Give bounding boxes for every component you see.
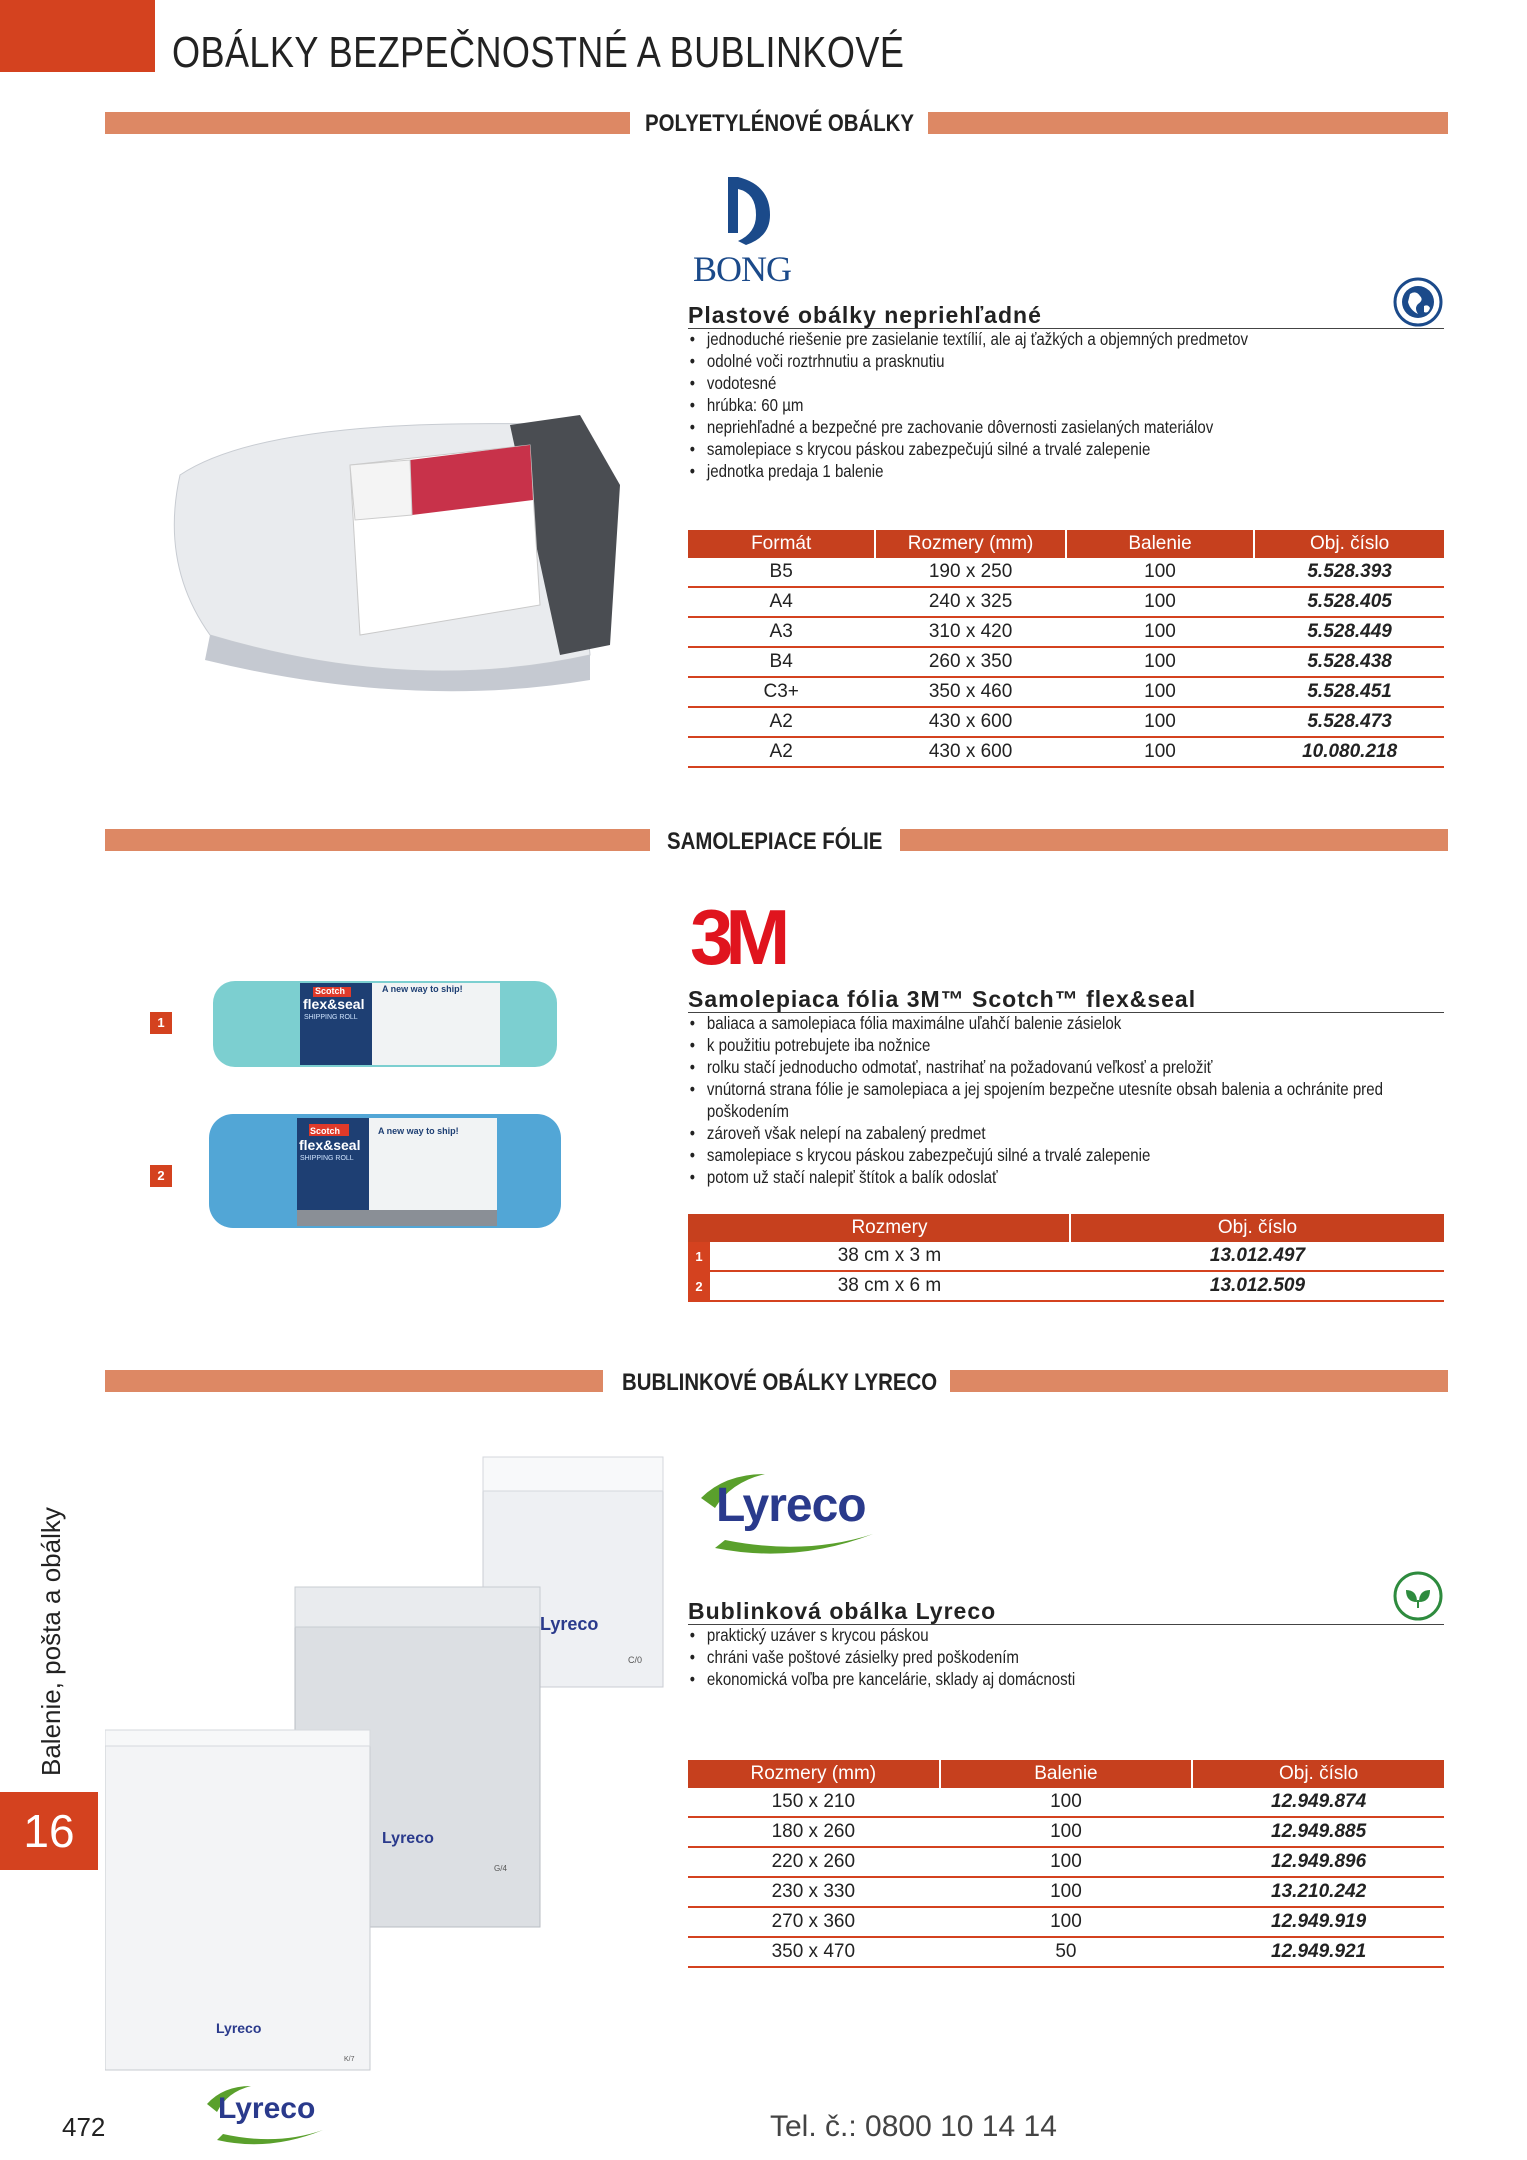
cell-size: 38 cm x 3 m xyxy=(710,1242,1070,1271)
header-accent-block xyxy=(0,0,155,72)
cell-order-number: 5.528.451 xyxy=(1254,677,1444,707)
feature-item: • k použitiu potrebujete iba nožnice xyxy=(688,1034,1447,1056)
table-row xyxy=(688,1817,1444,1847)
cell-order-number: 5.528.473 xyxy=(1254,707,1444,737)
cell-format: B4 xyxy=(688,647,875,677)
bubble-envelopes-image xyxy=(105,1455,665,2075)
feature-item: • odolné voči roztrhnutiu a prasknutiu xyxy=(688,350,1467,372)
roll-brand-label: Scotch xyxy=(315,986,346,996)
section-divider-right xyxy=(900,829,1448,851)
cell-size: 430 x 600 xyxy=(875,737,1066,767)
section-title-bubble: BUBLINKOVÉ OBÁLKY LYRECO xyxy=(622,1369,938,1396)
roll-product-label: flex&seal xyxy=(303,996,365,1012)
table-row xyxy=(688,1242,1444,1271)
feature-item: • rolku stačí jednoducho odmotať, nastrihať na požadovanú veľkosť a preložiť xyxy=(688,1056,1447,1078)
section-title-poly: POLYETYLÉNOVÉ OBÁLKY xyxy=(645,110,915,137)
envelope-brand-label: Lyreco xyxy=(216,2020,262,2036)
cell-order-number: 12.949.885 xyxy=(1192,1817,1444,1847)
cell-order-number: 13.210.242 xyxy=(1192,1877,1444,1907)
cell-size: 350 x 460 xyxy=(875,677,1066,707)
cell-order-number: 13.012.497 xyxy=(1070,1242,1444,1271)
product-title-foil: Samolepiaca fólia 3M™ Scotch™ flex&seal xyxy=(688,986,1197,1012)
column-header: Obj. číslo xyxy=(1192,1760,1444,1788)
cell-order-number: 10.080.218 xyxy=(1254,737,1444,767)
column-header: Rozmery xyxy=(710,1214,1070,1242)
3m-logo: 3M xyxy=(690,893,783,981)
table-header-row xyxy=(688,1214,1444,1242)
cell-size: 310 x 420 xyxy=(875,617,1066,647)
table-row xyxy=(688,1907,1444,1937)
feature-item: • hrúbka: 60 µm xyxy=(688,394,1467,416)
feature-item: • samolepiace s krycou páskou zabezpečujú silné a trvalé zalepenie xyxy=(688,1144,1447,1166)
roll-sub-label: SHIPPING ROLL xyxy=(300,1155,354,1162)
envelope-size-label: G/4 xyxy=(494,1864,507,1873)
cell-size: 240 x 325 xyxy=(875,587,1066,617)
eco-leaf-icon xyxy=(1392,1570,1444,1622)
table-row xyxy=(688,647,1444,677)
column-header: Formát xyxy=(688,530,875,558)
column-header: Obj. číslo xyxy=(1070,1214,1444,1242)
table-row xyxy=(688,1271,1444,1301)
cell-pack: 100 xyxy=(1066,677,1254,707)
roll-tagline-label: A new way to ship! xyxy=(382,984,463,994)
cell-order-number: 5.528.449 xyxy=(1254,617,1444,647)
feature-item: • ekonomická voľba pre kancelárie, sklady aj domácnosti xyxy=(688,1668,1447,1690)
cell-pack: 100 xyxy=(940,1847,1193,1877)
cell-pack: 100 xyxy=(1066,737,1254,767)
cell-format: B5 xyxy=(688,558,875,587)
table-bubble xyxy=(688,1760,1444,1968)
lyreco-logo-text: Lyreco xyxy=(716,1479,866,1532)
cell-order-number: 5.528.393 xyxy=(1254,558,1444,587)
footer-lyreco-logo-text: Lyreco xyxy=(218,2092,316,2125)
feature-list-poly xyxy=(688,328,1448,482)
cell-pack: 100 xyxy=(940,1877,1193,1907)
cell-size: 38 cm x 6 m xyxy=(710,1271,1070,1301)
section-divider-left xyxy=(105,829,650,851)
cell-order-number: 13.012.509 xyxy=(1070,1271,1444,1301)
feature-item: • nepriehľadné a bezpečné pre zachovanie dôvernosti zasielaných materiálov xyxy=(688,416,1467,438)
cell-pack: 100 xyxy=(1066,558,1254,587)
section-title-foil: SAMOLEPIACE FÓLIE xyxy=(667,828,883,855)
cell-pack: 100 xyxy=(940,1817,1193,1847)
cell-pack: 100 xyxy=(940,1907,1193,1937)
column-header-badge xyxy=(688,1214,710,1242)
cell-size: 220 x 260 xyxy=(688,1847,940,1877)
cell-pack: 50 xyxy=(940,1937,1193,1967)
feature-item: • potom už stačí nalepiť štítok a balík odoslať xyxy=(688,1166,1447,1188)
section-divider-left xyxy=(105,1370,603,1392)
table-row xyxy=(688,1937,1444,1967)
poly-mailer-image xyxy=(150,405,650,705)
cell-size: 150 x 210 xyxy=(688,1788,940,1817)
feature-item: • jednotka predaja 1 balenie xyxy=(688,460,1467,482)
envelope-size-label: C/0 xyxy=(628,1655,643,1665)
image-badge: 2 xyxy=(150,1165,172,1187)
roll-tagline-label: A new way to ship! xyxy=(378,1126,459,1136)
roll-brand-label: Scotch xyxy=(310,1126,341,1136)
cell-size: 430 x 600 xyxy=(875,707,1066,737)
row-badge: 1 xyxy=(688,1242,710,1271)
section-divider-right xyxy=(928,112,1448,134)
cell-size: 190 x 250 xyxy=(875,558,1066,587)
table-header-row xyxy=(688,1760,1444,1788)
feature-item: • vodotesné xyxy=(688,372,1467,394)
cell-format: A2 xyxy=(688,737,875,767)
row-badge: 2 xyxy=(688,1271,710,1301)
cell-size: 230 x 330 xyxy=(688,1877,940,1907)
column-header: Balenie xyxy=(1066,530,1254,558)
table-poly xyxy=(688,530,1444,768)
section-divider-right xyxy=(950,1370,1448,1392)
feature-item: • praktický uzáver s krycou páskou xyxy=(688,1624,1447,1646)
feature-item: • samolepiace s krycou páskou zabezpečujú silné a trvalé zalepenie xyxy=(688,438,1467,460)
roll-product-label: flex&seal xyxy=(299,1137,361,1153)
cell-pack: 100 xyxy=(1066,647,1254,677)
globe-icon xyxy=(1392,276,1444,328)
column-header: Rozmery (mm) xyxy=(688,1760,940,1788)
image-badge: 1 xyxy=(150,1012,172,1034)
roll-sub-label: SHIPPING ROLL xyxy=(304,1014,358,1021)
cell-order-number: 12.949.921 xyxy=(1192,1937,1444,1967)
page-number: 472 xyxy=(62,2112,106,2142)
footer-phone: Tel. č.: 0800 10 14 14 xyxy=(770,2110,1057,2143)
envelope-brand-label: Lyreco xyxy=(382,1830,434,1847)
table-row xyxy=(688,1847,1444,1877)
cell-format: A4 xyxy=(688,587,875,617)
cell-pack: 100 xyxy=(1066,587,1254,617)
cell-order-number: 12.949.919 xyxy=(1192,1907,1444,1937)
cell-size: 180 x 260 xyxy=(688,1817,940,1847)
cell-format: A2 xyxy=(688,707,875,737)
chapter-number-tab: 16 xyxy=(0,1792,98,1870)
page-title: OBÁLKY BEZPEČNOSTNÉ A BUBLINKOVÉ xyxy=(172,28,905,77)
table-row xyxy=(688,737,1444,767)
product-title-bubble: Bublinková obálka Lyreco xyxy=(688,1598,997,1624)
table-row xyxy=(688,587,1444,617)
cell-order-number: 5.528.438 xyxy=(1254,647,1444,677)
envelope-brand-label: Lyreco xyxy=(540,1614,599,1634)
feature-list-foil xyxy=(688,1012,1428,1188)
feature-item: • zároveň však nelepí na zabalený predmet xyxy=(688,1122,1447,1144)
cell-order-number: 12.949.874 xyxy=(1192,1788,1444,1817)
table-row xyxy=(688,1877,1444,1907)
cell-size: 350 x 470 xyxy=(688,1937,940,1967)
product-title-poly: Plastové obálky nepriehľadné xyxy=(688,302,1042,328)
cell-order-number: 5.528.405 xyxy=(1254,587,1444,617)
table-row xyxy=(688,707,1444,737)
cell-pack: 100 xyxy=(1066,707,1254,737)
feature-item: • chráni vaše poštové zásielky pred poškodením xyxy=(688,1646,1447,1668)
cell-pack: 100 xyxy=(940,1788,1193,1817)
cell-pack: 100 xyxy=(1066,617,1254,647)
table-row xyxy=(688,558,1444,587)
table-foil xyxy=(688,1214,1444,1302)
table-row xyxy=(688,617,1444,647)
table-row xyxy=(688,677,1444,707)
cell-order-number: 12.949.896 xyxy=(1192,1847,1444,1877)
feature-item: • vnútorná strana fólie je samolepiaca a jej spojením bezpečne utesníte obsah balenia a ochránite pred poškodením xyxy=(688,1078,1447,1122)
table-row xyxy=(688,1788,1444,1817)
envelope-size-label: K/7 xyxy=(344,2056,355,2063)
side-category-label: Balenie, pošta a obálky xyxy=(36,1507,66,1776)
bong-logo-text: BONG xyxy=(693,249,792,289)
feature-item: • jednoduché riešenie pre zasielanie textílií, ale aj ťažkých a objemných predmetov xyxy=(688,328,1467,350)
column-header: Balenie xyxy=(940,1760,1193,1788)
cell-format: A3 xyxy=(688,617,875,647)
cell-size: 260 x 350 xyxy=(875,647,1066,677)
table-header-row xyxy=(688,530,1444,558)
cell-size: 270 x 360 xyxy=(688,1907,940,1937)
feature-list-bubble xyxy=(688,1624,1428,1690)
cell-format: C3+ xyxy=(688,677,875,707)
section-divider-left xyxy=(105,112,630,134)
feature-item: • baliaca a samolepiaca fólia maximálne uľahčí balenie zásielok xyxy=(688,1012,1447,1034)
column-header: Obj. číslo xyxy=(1254,530,1444,558)
column-header: Rozmery (mm) xyxy=(875,530,1066,558)
